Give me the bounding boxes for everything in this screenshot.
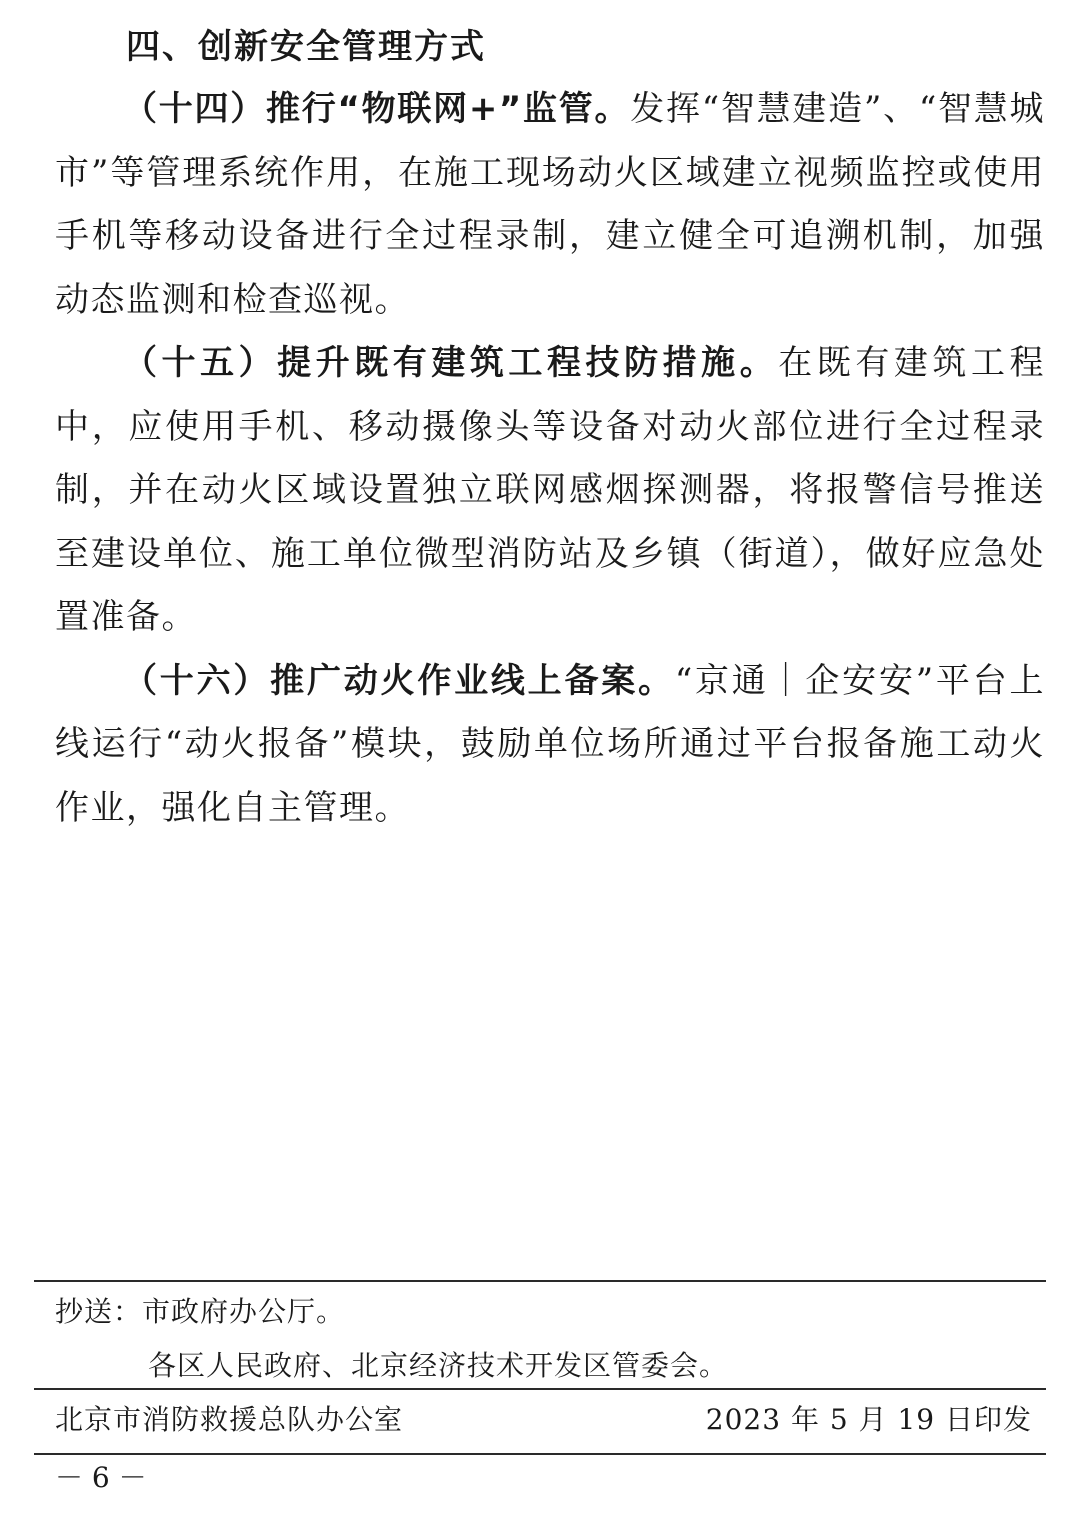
cc-block	[55, 1292, 345, 1332]
paragraph-15-title: （十五）提升既有建筑工程技防措施。	[123, 343, 779, 383]
footer-middle-rule	[34, 1388, 1046, 1390]
section-heading: 四、创新安全管理方式	[126, 27, 486, 67]
paragraph-16-title: （十六）推广动火作业线上备案。	[123, 660, 675, 701]
paragraph-15-body: 在既有建筑工程中，应使用手机、移动摄像头等设备对动火部位进行全过程录制，并在动火区域设置独立联网感烟探测器，将报警信号推送至建设单位、施工单位微型消防站及乡镇（街道），做好应急处置准备。	[55, 343, 1046, 637]
paragraph-16	[55, 650, 1045, 841]
issue-date: 2023 年 5 月 19 日印发	[705, 1403, 1032, 1436]
paragraph-14-body: 发挥“智慧建造”、“智慧城市”等管理系统作用，在施工现场动火区域建立视频监控或使用手机等移动设备进行全过程录制，建立健全可追溯机制，加强动态监测和检查巡视。	[55, 89, 1045, 320]
issuer: 北京市消防救援总队办公室	[55, 1403, 404, 1436]
cc-recipient-2: 各区人民政府、北京经济技术开发区管委会。	[148, 1349, 729, 1382]
paragraph-14-title: （十四）推行“物联网+”监管。	[123, 89, 631, 129]
body-text	[55, 78, 1045, 840]
cc-recipient-1: 市政府办公厅。	[142, 1295, 346, 1328]
footer-bottom-rule	[34, 1453, 1046, 1455]
page-number: － 6 －	[55, 1461, 147, 1494]
footer-top-rule	[34, 1280, 1046, 1282]
cc-label: 抄送：	[55, 1295, 143, 1328]
paragraph-16-body: “京通｜企安安”平台上线运行“动火报备”模块，鼓励单位场所通过平台报备施工动火作业，强化自主管理。	[55, 660, 1046, 828]
paragraph-15	[55, 332, 1045, 650]
paragraph-14	[55, 78, 1045, 332]
